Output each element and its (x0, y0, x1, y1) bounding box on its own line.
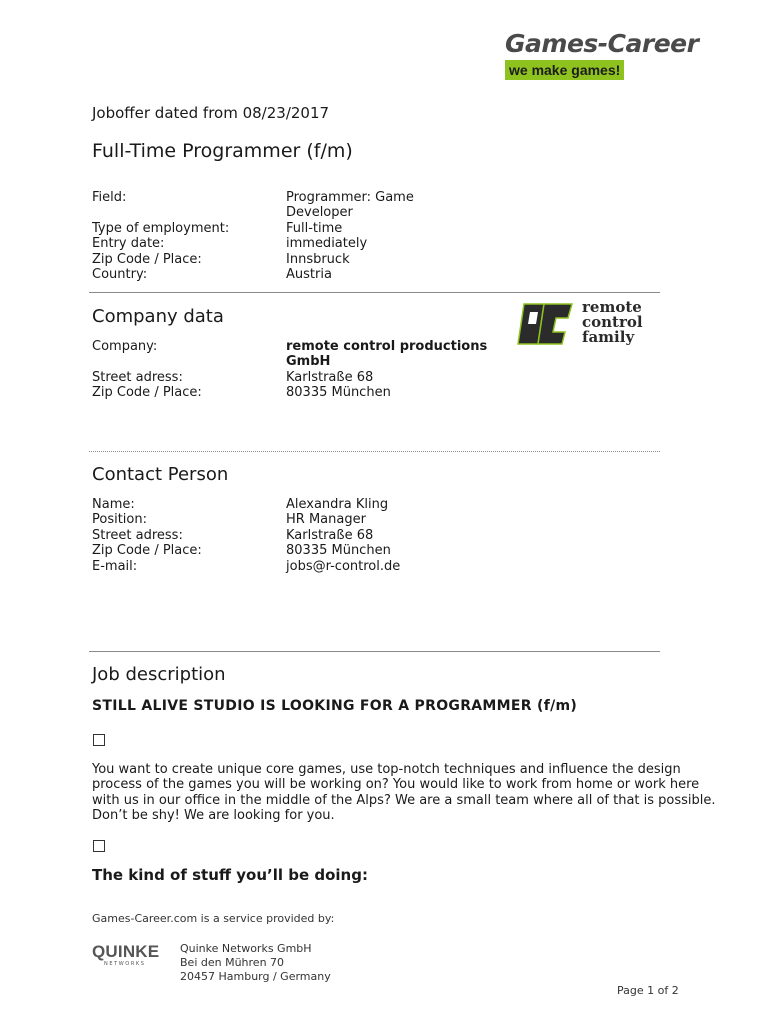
contact-row (92, 497, 512, 512)
quinke-logo (92, 943, 162, 968)
job-info-row (92, 267, 512, 282)
contact-heading: Contact Person (92, 464, 229, 485)
field-value: Programmer: Game Developer (286, 190, 414, 221)
zip-place-label: Zip Code / Place: (92, 385, 202, 401)
service-note: Games-Career.com is a service provided by: (92, 912, 335, 925)
contact-row (92, 559, 512, 574)
contact-row (92, 528, 512, 543)
job-info-row (92, 252, 512, 267)
email-label: E-mail: (92, 558, 138, 574)
job-description-headline: STILL ALIVE STUDIO IS LOOKING FOR A PROGRAMMER (f/m) (92, 698, 578, 714)
section-divider (89, 651, 660, 652)
street-value: Karlstraße 68 (286, 369, 374, 385)
checkbox-glyph (93, 840, 105, 852)
quinke-address (180, 942, 331, 984)
country-label: Country: (92, 267, 148, 283)
zip-place-label: Zip Code / Place: (92, 251, 202, 267)
email-value: jobs@r-control.de (286, 558, 401, 574)
entry-date-label: Entry date: (92, 236, 165, 252)
zip-place-value: Innsbruck (286, 251, 350, 267)
contact-info (92, 497, 512, 574)
street-label: Street adress: (92, 527, 183, 543)
position-label: Position: (92, 512, 147, 528)
zip-place-label: Zip Code / Place: (92, 543, 202, 559)
field-label: Field: (92, 190, 127, 205)
address-line: Quinke Networks GmbH (180, 942, 312, 955)
company-row (92, 370, 512, 385)
zip-place-value: 80335 München (286, 543, 391, 559)
zip-place-value: 80335 München (286, 385, 391, 401)
company-name: remote control productions GmbH (286, 339, 488, 370)
company-label: Company: (92, 339, 158, 354)
position-value: HR Manager (286, 512, 366, 528)
section-divider (89, 292, 660, 293)
job-description-subheading: The kind of stuff you’ll be doing: (92, 866, 368, 884)
name-value: Alexandra Kling (286, 497, 389, 512)
job-title: Full-Time Programmer (f/m) (92, 140, 353, 162)
address-line: 20457 Hamburg / Germany (180, 970, 331, 983)
company-heading: Company data (92, 306, 224, 327)
rcf-logo-line: family (582, 328, 635, 346)
job-description-paragraph: You want to create unique core games, use top-notch techniques and influence the design process of the games you will be working on? You would like to work from home or work here with us in our office in the middle of the Alps? We are a small team where all of that is possible. Don’t be shy! We are looking for you. (92, 762, 716, 824)
company-row (92, 385, 512, 400)
employment-type-value: Full-time (286, 220, 343, 236)
company-row (92, 339, 512, 370)
games-career-logo (505, 30, 735, 80)
contact-row (92, 543, 512, 558)
street-label: Street adress: (92, 369, 183, 385)
employment-type-label: Type of employment: (92, 220, 230, 236)
address-line: Bei den Mühren 70 (180, 956, 285, 969)
checkbox-glyph (93, 734, 105, 746)
country-value: Austria (286, 267, 332, 283)
entry-date-value: immediately (286, 236, 368, 252)
games-career-logo-text: Games-Career (505, 29, 699, 58)
page-number: Page 1 of 2 (617, 984, 679, 997)
quinke-logo-text: QUINKE (92, 942, 160, 961)
games-career-tagline: we make games! (505, 60, 624, 80)
section-divider (89, 451, 660, 452)
remote-control-family-logo (516, 300, 656, 350)
rcf-logo-line: control (582, 313, 643, 331)
job-info-row (92, 236, 512, 251)
rc-logo-icon (516, 302, 574, 346)
job-info-row (92, 221, 512, 236)
rcf-logo-text (582, 300, 643, 345)
job-description-heading: Job description (92, 664, 226, 685)
street-value: Karlstraße 68 (286, 527, 374, 543)
company-info (92, 339, 512, 401)
name-label: Name: (92, 497, 135, 512)
job-info-row (92, 190, 512, 221)
contact-row (92, 512, 512, 527)
rcf-logo-line: remote (582, 298, 642, 316)
job-info (92, 190, 512, 282)
offer-date: Joboffer dated from 08/23/2017 (92, 104, 330, 122)
quinke-logo-subtext: NETWORKS (104, 961, 146, 967)
